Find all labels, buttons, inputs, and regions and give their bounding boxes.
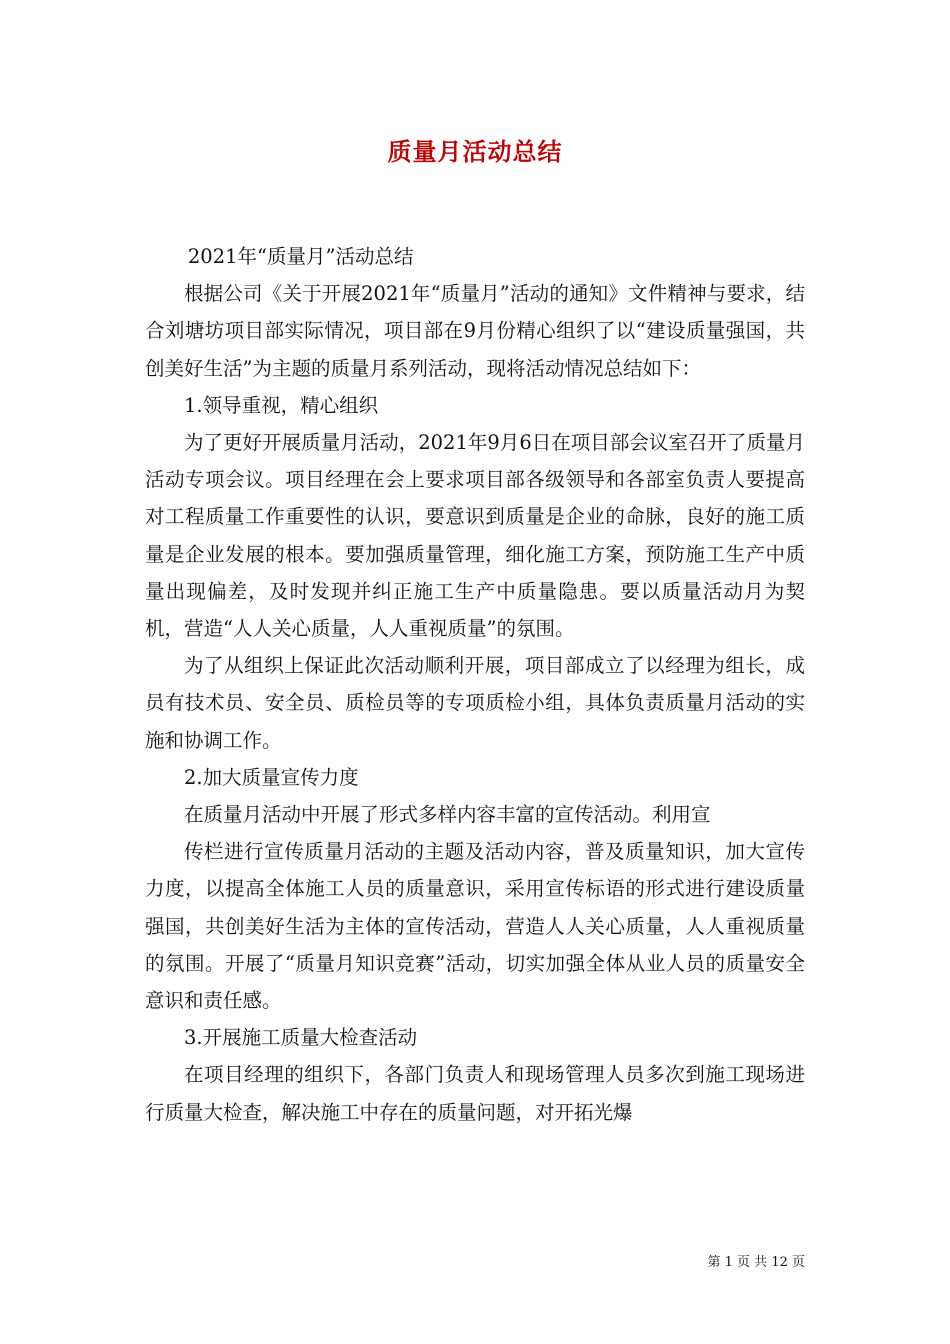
body-paragraph: 在质量月活动中开展了形式多样内容丰富的宣传活动。利用宣 bbox=[184, 803, 711, 827]
subtitle-paragraph: 2021年“质量月”活动总结 bbox=[187, 245, 414, 268]
section-heading-3: 3.开展施工质量大检查活动 bbox=[184, 1026, 418, 1050]
page-title: 质量月活动总结 bbox=[387, 138, 563, 166]
body-paragraph: 在项目经理的组织下，各部门负责人和现场管理人员多次到施工现场进行质量大检查，解决施工中存在的质量问题，对开拓光爆 bbox=[145, 1063, 805, 1124]
document-body bbox=[145, 238, 805, 1131]
body-paragraph: 为了更好开展质量月活动，2021年9月6日在项目部会议室召开了质量月活动专项会议。项目经理在会上要求项目部各级领导和各部室负责人要提高对工程质量工作重要性的认识，要意识到质量是企业的命脉，良好的施工质量是企业发展的根本。要加强质量管理，细化施工方案，预防施工生产中质量出现偏差，及时发现并纠正施工生产中质量隐患。要以质量活动月为契机，营造“人人关心质量，人人重视质量”的氛围。 bbox=[145, 431, 805, 641]
body-paragraph: 为了从组织上保证此次活动顺利开展，项目部成立了以经理为组长，成员有技术员、安全员、质检员等的专项质检小组，具体负责质量月活动的实施和协调工作。 bbox=[145, 654, 805, 752]
page-number-footer: 第 1 页 共 12 页 bbox=[707, 1255, 805, 1270]
section-heading-1: 1.领导重视，精心组织 bbox=[184, 393, 379, 417]
section-heading-2: 2.加大质量宣传力度 bbox=[184, 765, 359, 789]
body-paragraph: 传栏进行宣传质量月活动的主题及活动内容，普及质量知识，加大宣传力度，以提高全体施工人员的质量意识，采用宣传标语的形式进行建设质量强国，共创美好生活为主体的宣传活动，营造人人关心质量，人人重视质量的氛围。开展了“质量月知识竞赛”活动，切实加强全体从业人员的质量安全意识和责任感。 bbox=[145, 840, 805, 1013]
intro-paragraph: 根据公司《关于开展2021年“质量月”活动的通知》文件精神与要求，结合刘塘坊项目部实际情况，项目部在9月份精心组织了以“建设质量强国，共创美好生活”为主题的质量月系列活动，现将活动情况总结如下： bbox=[145, 282, 805, 380]
